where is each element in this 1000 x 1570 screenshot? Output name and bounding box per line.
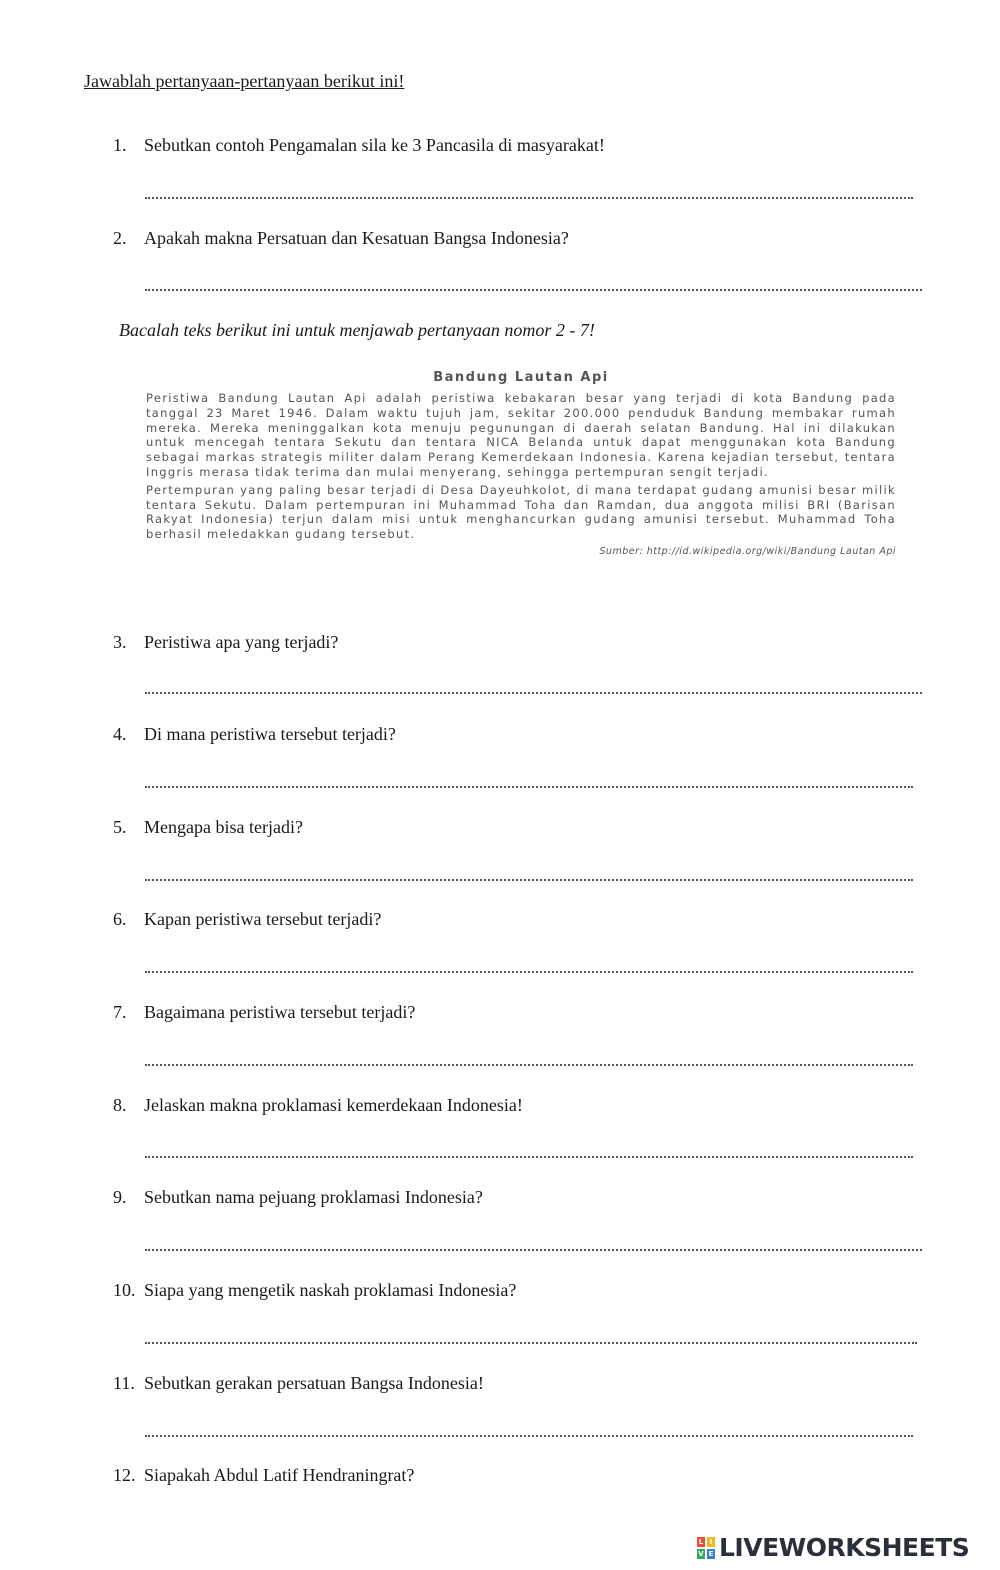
- question-number: 7.: [113, 1002, 127, 1022]
- question-number: 3.: [113, 632, 127, 652]
- question-6: [113, 909, 381, 930]
- question-text: Sebutkan nama pejuang proklamasi Indonesia?: [144, 1187, 483, 1207]
- question-5: [113, 817, 303, 838]
- answer-line-2[interactable]: [145, 289, 922, 291]
- logo-tile: V: [698, 1549, 704, 1558]
- question-2: [113, 228, 569, 249]
- question-number: 10.: [113, 1280, 136, 1300]
- reading-instruction: Bacalah teks berikut ini untuk menjawab pertanyaan nomor 2 - 7!: [119, 320, 595, 340]
- question-text: Siapakah Abdul Latif Hendraningrat?: [144, 1465, 415, 1485]
- brand-name: LIVEWORKSHEETS: [719, 1533, 970, 1562]
- question-1: [113, 135, 605, 156]
- question-number: 12.: [113, 1465, 136, 1485]
- reading-passage: [146, 370, 896, 557]
- answer-line-9[interactable]: [145, 1249, 922, 1251]
- question-text: Siapa yang mengetik naskah proklamasi Indonesia?: [144, 1280, 517, 1300]
- question-number: 4.: [113, 724, 127, 744]
- question-7: [113, 1002, 415, 1023]
- question-number: 9.: [113, 1187, 127, 1207]
- question-number: 1.: [113, 135, 127, 155]
- question-4: [113, 724, 396, 745]
- passage-paragraph-2: Pertempuran yang paling besar terjadi di Desa Dayeuhkolot, di mana terdapat gudang amunisi besar milik tentara Sekutu. Dalam pertempuran ini Muhammad Toha dan Ramdan, dua anggota milisi BRI (Barisan Rakyat Indonesia) terjun dalam misi untuk menghancurkan gudang amunisi tersebut. Muhammad Toha berhasil meledakkan gudang tersebut.: [146, 482, 896, 542]
- logo-tile: I: [707, 1537, 715, 1547]
- question-text: Sebutkan contoh Pengamalan sila ke 3 Pancasila di masyarakat!: [144, 135, 605, 155]
- question-text: Jelaskan makna proklamasi kemerdekaan Indonesia!: [144, 1095, 523, 1115]
- answer-line-6[interactable]: [145, 971, 913, 973]
- logo-tile: E: [708, 1549, 714, 1558]
- answer-line-7[interactable]: [145, 1064, 913, 1066]
- question-9: [113, 1187, 483, 1208]
- liveworksheets-brand[interactable]: [697, 1533, 969, 1562]
- question-12: [113, 1465, 414, 1486]
- question-number: 2.: [113, 228, 127, 248]
- question-3: [113, 632, 338, 653]
- question-number: 11.: [113, 1373, 135, 1393]
- question-text: Sebutkan gerakan persatuan Bangsa Indonesia!: [144, 1373, 484, 1393]
- question-11: [113, 1373, 484, 1394]
- question-text: Apakah makna Persatuan dan Kesatuan Bangsa Indonesia?: [144, 228, 569, 248]
- answer-line-5[interactable]: [145, 879, 913, 881]
- answer-line-4[interactable]: [145, 786, 913, 788]
- answer-line-3[interactable]: [145, 692, 922, 694]
- question-text: Mengapa bisa terjadi?: [144, 817, 303, 837]
- question-text: Kapan peristiwa tersebut terjadi?: [144, 909, 382, 929]
- passage-paragraph-1: Peristiwa Bandung Lautan Api adalah peristiwa kebakaran besar yang terjadi di kota Bandung pada tanggal 23 Maret 1946. Dalam waktu tujuh jam, sekitar 200.000 penduduk Bandung membakar rumah mereka. Mereka meninggalkan kota menuju pegunungan di daerah selatan Bandung. Hal ini dilakukan untuk mencegah tentara Sekutu dan tentara NICA Belanda untuk dapat menggunakan kota Bandung sebagai markas strategis militer dalam Perang Kemerdekaan Indonesia. Karena kejadian tersebut, tentara Inggris merasa tidak terima dan mulai menyerang, sehingga pertempuran sengit terjadi.: [146, 391, 896, 479]
- passage-title: Bandung Lautan Api: [433, 370, 609, 385]
- question-8: [113, 1095, 523, 1116]
- question-10: [113, 1280, 516, 1301]
- passage-source: Sumber: http://id.wikipedia.org/wiki/Bandung Lautan Api: [599, 545, 896, 557]
- answer-line-11[interactable]: [145, 1435, 913, 1437]
- question-number: 6.: [113, 909, 127, 929]
- question-number: 8.: [113, 1095, 127, 1115]
- answer-line-1[interactable]: [145, 197, 913, 199]
- question-number: 5.: [113, 817, 127, 837]
- question-text: Di mana peristiwa tersebut terjadi?: [144, 724, 396, 744]
- question-text: Peristiwa apa yang terjadi?: [144, 632, 339, 652]
- logo-tile: L: [698, 1537, 704, 1546]
- liveworksheets-logo-icon: [697, 1537, 715, 1559]
- answer-line-8[interactable]: [145, 1156, 913, 1158]
- question-text: Bagaimana peristiwa tersebut terjadi?: [144, 1002, 416, 1022]
- instruction-heading: Jawablah pertanyaan-pertanyaan berikut ini!: [84, 71, 405, 91]
- answer-line-10[interactable]: [145, 1342, 917, 1344]
